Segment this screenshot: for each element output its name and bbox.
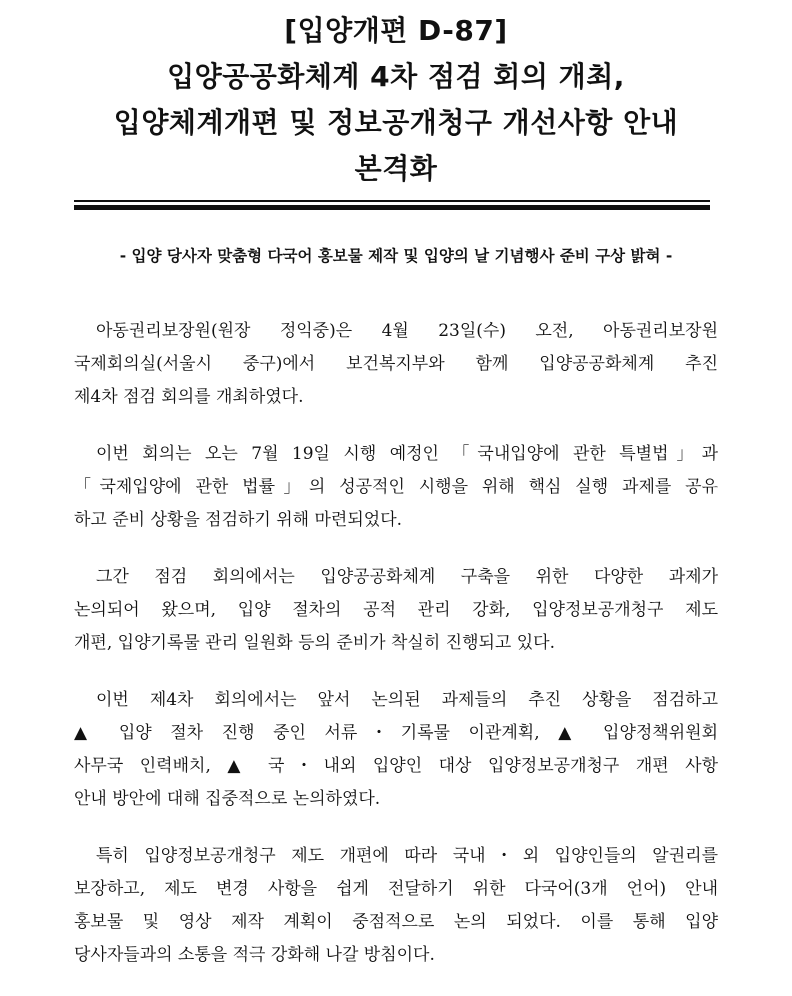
paragraph-line: 안내 방안에 대해 집중적으로 논의하였다. (74, 789, 381, 809)
paragraph-line: 국제회의실(서울시 중구)에서 보건복지부와 함께 입양공공화체계 추진 (74, 354, 718, 374)
title-divider-thin (74, 200, 710, 202)
title-tag: [입양개편 D-87] (284, 14, 508, 47)
paragraph-line: 이번 제4차 회의에서는 앞서 논의된 과제들의 추진 상황을 점검하고 (96, 690, 718, 710)
paragraph-4 (74, 684, 718, 816)
paragraph-line: 당사자들과의 소통을 적극 강화해 나갈 방침이다. (74, 945, 435, 965)
paragraph-1 (74, 315, 718, 414)
paragraph-line: 특히 입양정보공개청구 제도 개편에 따라 국내・외 입양인들의 알권리를 (96, 846, 718, 866)
subtitle: - 입양 당사자 맞춤형 다국어 홍보물 제작 및 입양의 날 기념행사 준비 구상 밝혀 - (119, 247, 673, 265)
title-line-3: 본격화 (354, 152, 438, 185)
title-block (0, 8, 792, 192)
paragraph-line: 홍보물 및 영상 제작 계획이 중점적으로 논의 되었다. 이를 통해 입양 (74, 912, 718, 932)
paragraph-line: 보장하고, 제도 변경 사항을 쉽게 전달하기 위한 다국어(3개 언어) 안내 (74, 879, 718, 899)
paragraph-line: 논의되어 왔으며, 입양 절차의 공적 관리 강화, 입양정보공개청구 제도 (74, 600, 718, 620)
paragraph-line: 사무국 인력배치, ▲ 국・내외 입양인 대상 입양정보공개청구 개편 사항 (74, 756, 718, 776)
paragraph-5 (74, 840, 718, 972)
paragraph-line: 그간 점검 회의에서는 입양공공화체계 구축을 위한 다양한 과제가 (96, 567, 718, 587)
paragraph-line: 이번 회의는 오는 7월 19일 시행 예정인 「국내입양에 관한 특별법」과 (96, 444, 718, 464)
title-line-1: 입양공공화체계 4차 점검 회의 개최, (167, 60, 625, 93)
paragraph-line: 아동권리보장원(원장 정익중)은 4월 23일(수) 오전, 아동권리보장원 (96, 321, 718, 341)
title-divider-thick (74, 205, 710, 210)
paragraph-line: 제4차 점검 회의를 개최하였다. (74, 387, 304, 407)
title-line-2: 입양체계개편 및 정보공개청구 개선사항 안내 (113, 106, 679, 139)
paragraph-line: ▲ 입양 절차 진행 중인 서류・기록물 이관계획, ▲ 입양정책위원회 (74, 723, 718, 743)
paragraph-3 (74, 561, 718, 660)
paragraph-line: 하고 준비 상황을 점검하기 위해 마련되었다. (74, 510, 403, 530)
body-text (74, 315, 718, 996)
paragraph-line: 개편, 입양기록물 관리 일원화 등의 준비가 착실히 진행되고 있다. (74, 633, 556, 653)
paragraph-2 (74, 438, 718, 537)
paragraph-line: 「국제입양에 관한 법률」의 성공적인 시행을 위해 핵심 실행 과제를 공유 (74, 477, 718, 497)
